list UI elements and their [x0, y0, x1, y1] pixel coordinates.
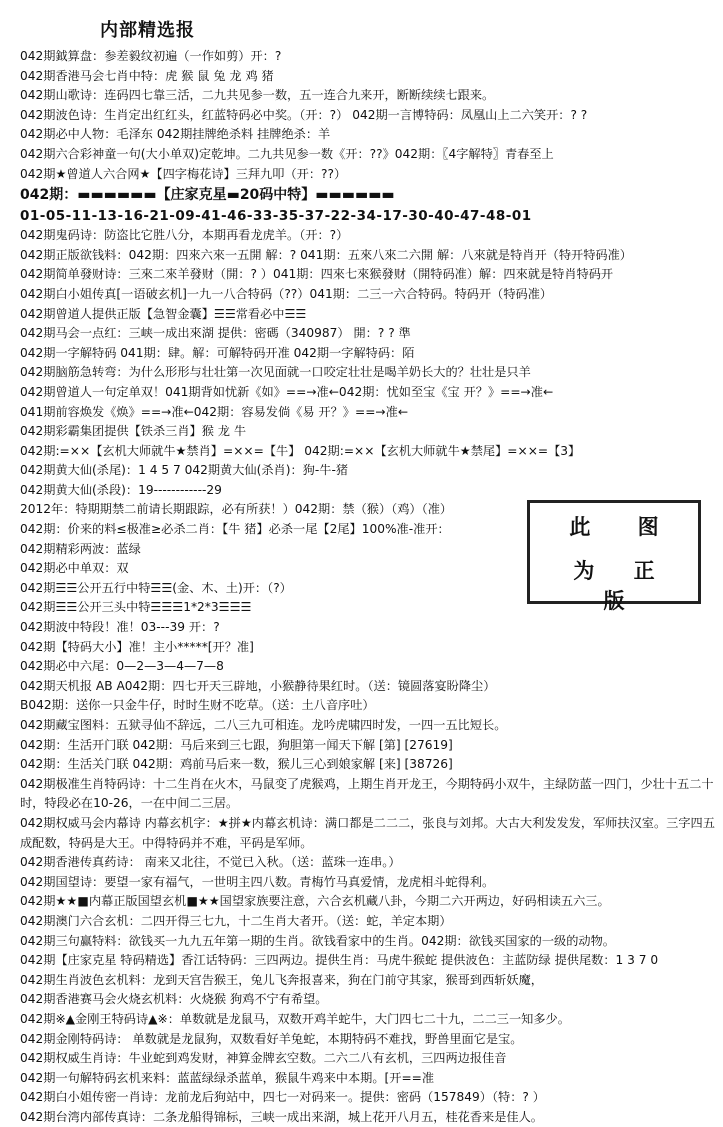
page-title: 内部精选报: [100, 20, 195, 41]
text-line: 042期【庄家克星 特码精选】香江话特码：三四两边。提供生肖：马虎牛猴蛇 提供波色：主蓝防绿 提供尾数：1 3 7 0: [20, 953, 659, 968]
text-line: 042期精彩两波：蓝绿: [20, 541, 141, 556]
text-line: 042期鉞算盘：参差毅纹初遍（一作如剪）开：?: [20, 49, 282, 63]
text-line: 042期简单發财诗：三來二來羊發财（開：? ）041期：四來七來猴發财（開特码准）解：四來就是特肖特码开: [20, 267, 614, 282]
text-line: 042期※▲金刚王特码诗▲※：单数就是龙鼠马，双数开鸡羊蛇牛，大门四七二十九，二二三一知多少。: [20, 1011, 570, 1026]
text-line: 042期脑筋急转弯：为什么形形与壮壮第一次见面就一口咬定壮壮是喝羊奶长大的？壮壮是只羊: [20, 365, 531, 380]
text-line: 042期金刚特码诗： 单数就是龙鼠狗，双数看好羊兔蛇，本期特码不难找，野兽里面它是宝。: [20, 1031, 523, 1046]
authenticity-stamp: [527, 500, 701, 613]
text-line: 042期三句赢特料：欲钱买一九九五年第一期的生肖。欲钱看家中的生肖。042期：欲钱买国家的一级的动物。: [20, 933, 615, 948]
text-line: 042期：生活开门联 042期：马后来到三七跟，狗胆第一闻天下解 [第] [27619]: [20, 737, 453, 752]
text-line: 042期白小姐传真[一语破玄机]一九一八合特码（??）041期：二三一六合特码。特码开（特码准）: [20, 286, 553, 301]
banner-line: 042期：▬▬▬▬▬▬【庄家克星▬20码中特】▬▬▬▬▬▬: [20, 187, 395, 204]
text-line: 042期:=××【玄机大师就牛★禁肖】=××=【牛】 042期:=××【玄机大师就牛★禁尾】=××=【3】: [20, 443, 581, 458]
text-line: 2012年：特期期禁二前请长期跟踪，必有所获！）042期：禁（猴）（鸡）（准）: [20, 502, 453, 517]
text-line: 042期一句解特码玄机来料：蓝蓝绿绿杀蓝单，猴鼠牛鸡来中本期。[开==准: [20, 1070, 435, 1085]
text-line: 042期☰☰公开五行中特☰☰(金、木、土)开：（?）: [20, 580, 292, 595]
text-line: 042期【特码大小】准！主小*****[开？准]: [20, 639, 254, 654]
text-line: 042期香港赛马会火烧玄机料：火烧猴 狗鸡不宁有希望。: [20, 992, 328, 1007]
text-line: B042期：送你一只金牛仔，时时生财不吃草。（送：土八音序吐）: [20, 698, 375, 713]
text-line: 042期★★■内幕正版国望玄机■★★国望家族要注意，六合玄机藏八卦，今期二六开两边，好码相读五六三。: [20, 894, 610, 909]
text-line: 042期黄大仙(杀段)：19------------29: [20, 482, 222, 497]
text-line: 042期：生活关门联 042期：鸡前马后来一数，猴儿三心到娘家解 [来] [38726]: [20, 757, 453, 772]
number-line: 01-05-11-13-16-21-09-41-46-33-35-37-22-34-17-30-40-47-48-01: [20, 208, 532, 225]
text-line: 042期权威马会内幕诗 内幕玄机字：★拼★内幕玄机诗：满口都是二二二，张良与刘邦。大古大利发发发，军师扶汉室。三字四五成配数，特码是大王。中得特码并不难，平码是军师。: [20, 815, 715, 850]
stamp-line-2: 为 正 版: [573, 558, 671, 613]
text-line: 042期曾道人一句定单双！041期背如忧新《如》==→准←042期：忧如至宝《宝 开？》==→准←: [20, 384, 554, 399]
text-line: 042期☰☰公开三头中特☰☰☰1*2*3☰☰☰: [20, 600, 252, 615]
text-line: 042期香港马会七肖中特：虎 猴 鼠 兔 龙 鸡 猪: [20, 68, 274, 83]
text-line: 042期曾道人提供正版【急智金囊】☰☰常看必中☰☰: [20, 306, 307, 321]
text-line: 042期★曾道人六合网★【四字梅花诗】三拜九叩（开：??）: [20, 166, 347, 181]
stamp-line-1: 此 图: [569, 514, 679, 539]
text-line: 042期权威生肖诗：牛业蛇到鸡发财，神算金牌玄空数。二六二八有玄机，三四两边报佳音: [20, 1051, 507, 1066]
text-line: 042期必中人物：毛泽东 042期挂牌绝杀料 挂牌绝杀：羊: [20, 127, 331, 142]
text-line: 042期必中六尾：0—2—3—4—7—8: [20, 659, 224, 674]
text-line: 042期香港传真药诗： 南来又北往，不觉已入秋。（送：蓝珠一连串。）: [20, 855, 401, 870]
text-line: 042期极准生肖特码诗：十二生肖在火木，马鼠变了虎猴鸡，上期生肖开龙王，今期特码小双牛，主绿防蓝一四门，少壮十五二十时，特段必在10-26，一在中间二三居。: [20, 776, 714, 811]
text-line: 042期鬼码诗：防盗比它胜八分，本期再看龙虎羊。（开：?）: [20, 228, 349, 243]
text-line: 042期台湾内部传真诗：二条龙船得锦标，三峡一成出来湖，城上花开八月五，桂花香来是佳人。: [20, 1109, 543, 1124]
text-line: 042期波中特段！准！03---39 开：?: [20, 620, 220, 635]
text-line: 042期波色诗：生肖定出红红头，红蓝特码必中奖。（开：?） 042期一言博特码：凤凰山上二六笑开：? ?: [20, 107, 588, 122]
text-line: 042期藏宝图料：五狱寻仙不辞远，二八三九可相连。龙吟虎啸四时发，一四一五比短长。: [20, 718, 507, 732]
text-line: 042期国望诗：要望一家有福气，一世明主四八数。青梅竹马真爱情，龙虎相斗蛇得利。: [20, 874, 495, 889]
text-line: 042期澳门六合玄机：二四开得三七九，十二生肖大者开。（送：蛇，羊定本期）: [20, 913, 452, 928]
text-line: 042期白小姐传密一肖诗：龙前龙后狗站中，四七一对码来一。提供：密码（157849）（特：? ）: [20, 1090, 545, 1105]
text-line: 042期马会一点红：三峡一成出來湖 提供：密碼（340987） 開：? ? 準: [20, 326, 411, 341]
text-line: 042期正版欲钱料：042期：四來六來一五開 解：? 041期：五來八來二六開 解：八來就是特肖开（特开特码准）: [20, 247, 632, 262]
text-line: 042期一字解特码 041期：肆。解：可解特码开准 042期一字解特码：陌: [20, 345, 415, 360]
text-line: 041期前容焕发《焕》==→准←042期：容易发倘《易 开？》==→准←: [20, 404, 409, 419]
text-line: 042期必中单双：双: [20, 561, 129, 576]
text-line: 042期山歌诗：连码四七靠三活，二九共见参一数，五一连合九来开，断断续续七跟来。: [20, 88, 495, 103]
text-line: 042期天机报 AB A042期：四七开天三辟地，小猴静待果红时。（送：镜圆落宴盼降尘）: [20, 678, 496, 693]
text-line: 042期彩霸集团提供【铁杀三肖】猴 龙 牛: [20, 424, 247, 439]
text-line: 042期六合彩神童一句(大小单双)定乾坤。二九共见参一数《开：??》042期：〖4字解特〗青春至上: [20, 146, 554, 161]
text-line: 042期黄大仙(杀尾)：1 4 5 7 042期黄大仙(杀肖)：狗-牛-猪: [20, 463, 349, 478]
text-line: 042期：价来的料≤极准≥必杀二肖：【牛 猪】必杀一尾【2尾】100%准-准开：: [20, 522, 450, 537]
text-line: 042期生肖波色玄机料：龙到天宫告猴王，兔儿飞奔报喜来，狗在门前守其家，猴哥到西斩妖魔，: [20, 972, 543, 987]
